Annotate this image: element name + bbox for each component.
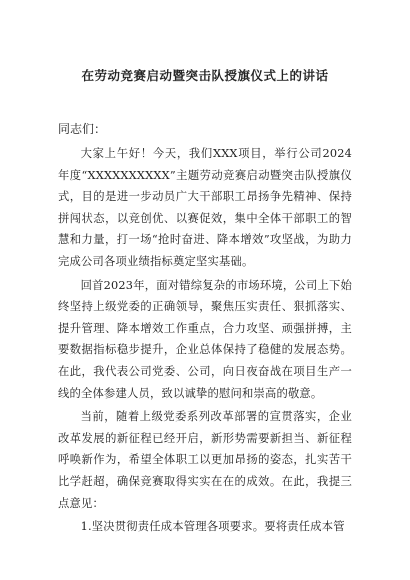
paragraph-review-2023: 回首2023年，面对错综复杂的市场环境，公司上下始终坚持上级党委的正确领导，聚焦压实责任、狠抓落实、提升管理、降本增效工作重点，合力攻坚、顽强拼搏，主要数据指标稳步提升，企业总体保持了稳健的发展态势。在此，我代表公司党委、公司，向日夜奋战在项目生产一线的全体参建人员，致以诚挚的慰问和崇高的敬意。 bbox=[58, 278, 352, 400]
paragraph-point-1: 1.坚决贯彻责任成本管理各项要求。要将责任成本管 bbox=[80, 520, 345, 534]
salutation: 同志们： bbox=[58, 122, 107, 136]
paragraph-opening: 大家上午好！今天，我们XXX项目，举行公司2024年度“XXXXXXXXXX”主题劳动竞赛启动暨突击队授旗仪式，目的是进一步动员广大干部职工昂扬争先精神、保持拼闯状态，以竞创优、以赛促效，集中全体干部职工的智慧和力量，打一场“抢时奋进、降本增效”攻坚战，为助力完成公司各项业绩指标奠定坚实基础。 bbox=[58, 147, 352, 268]
paragraph-current-situation: 当前，随着上级党委系列改革部署的宣贯落实，企业改革发展的新征程已经开启，新形势需要新担当、新征程呼唤新作为，希望全体职工以更加昂扬的姿态，扎实苦干比学赶超，确保竞赛取得实实在在的成效。在此，我提三点意见： bbox=[58, 410, 352, 510]
document-title: 在劳动竞赛启动暨突击队授旗仪式上的讲话 bbox=[81, 68, 329, 83]
